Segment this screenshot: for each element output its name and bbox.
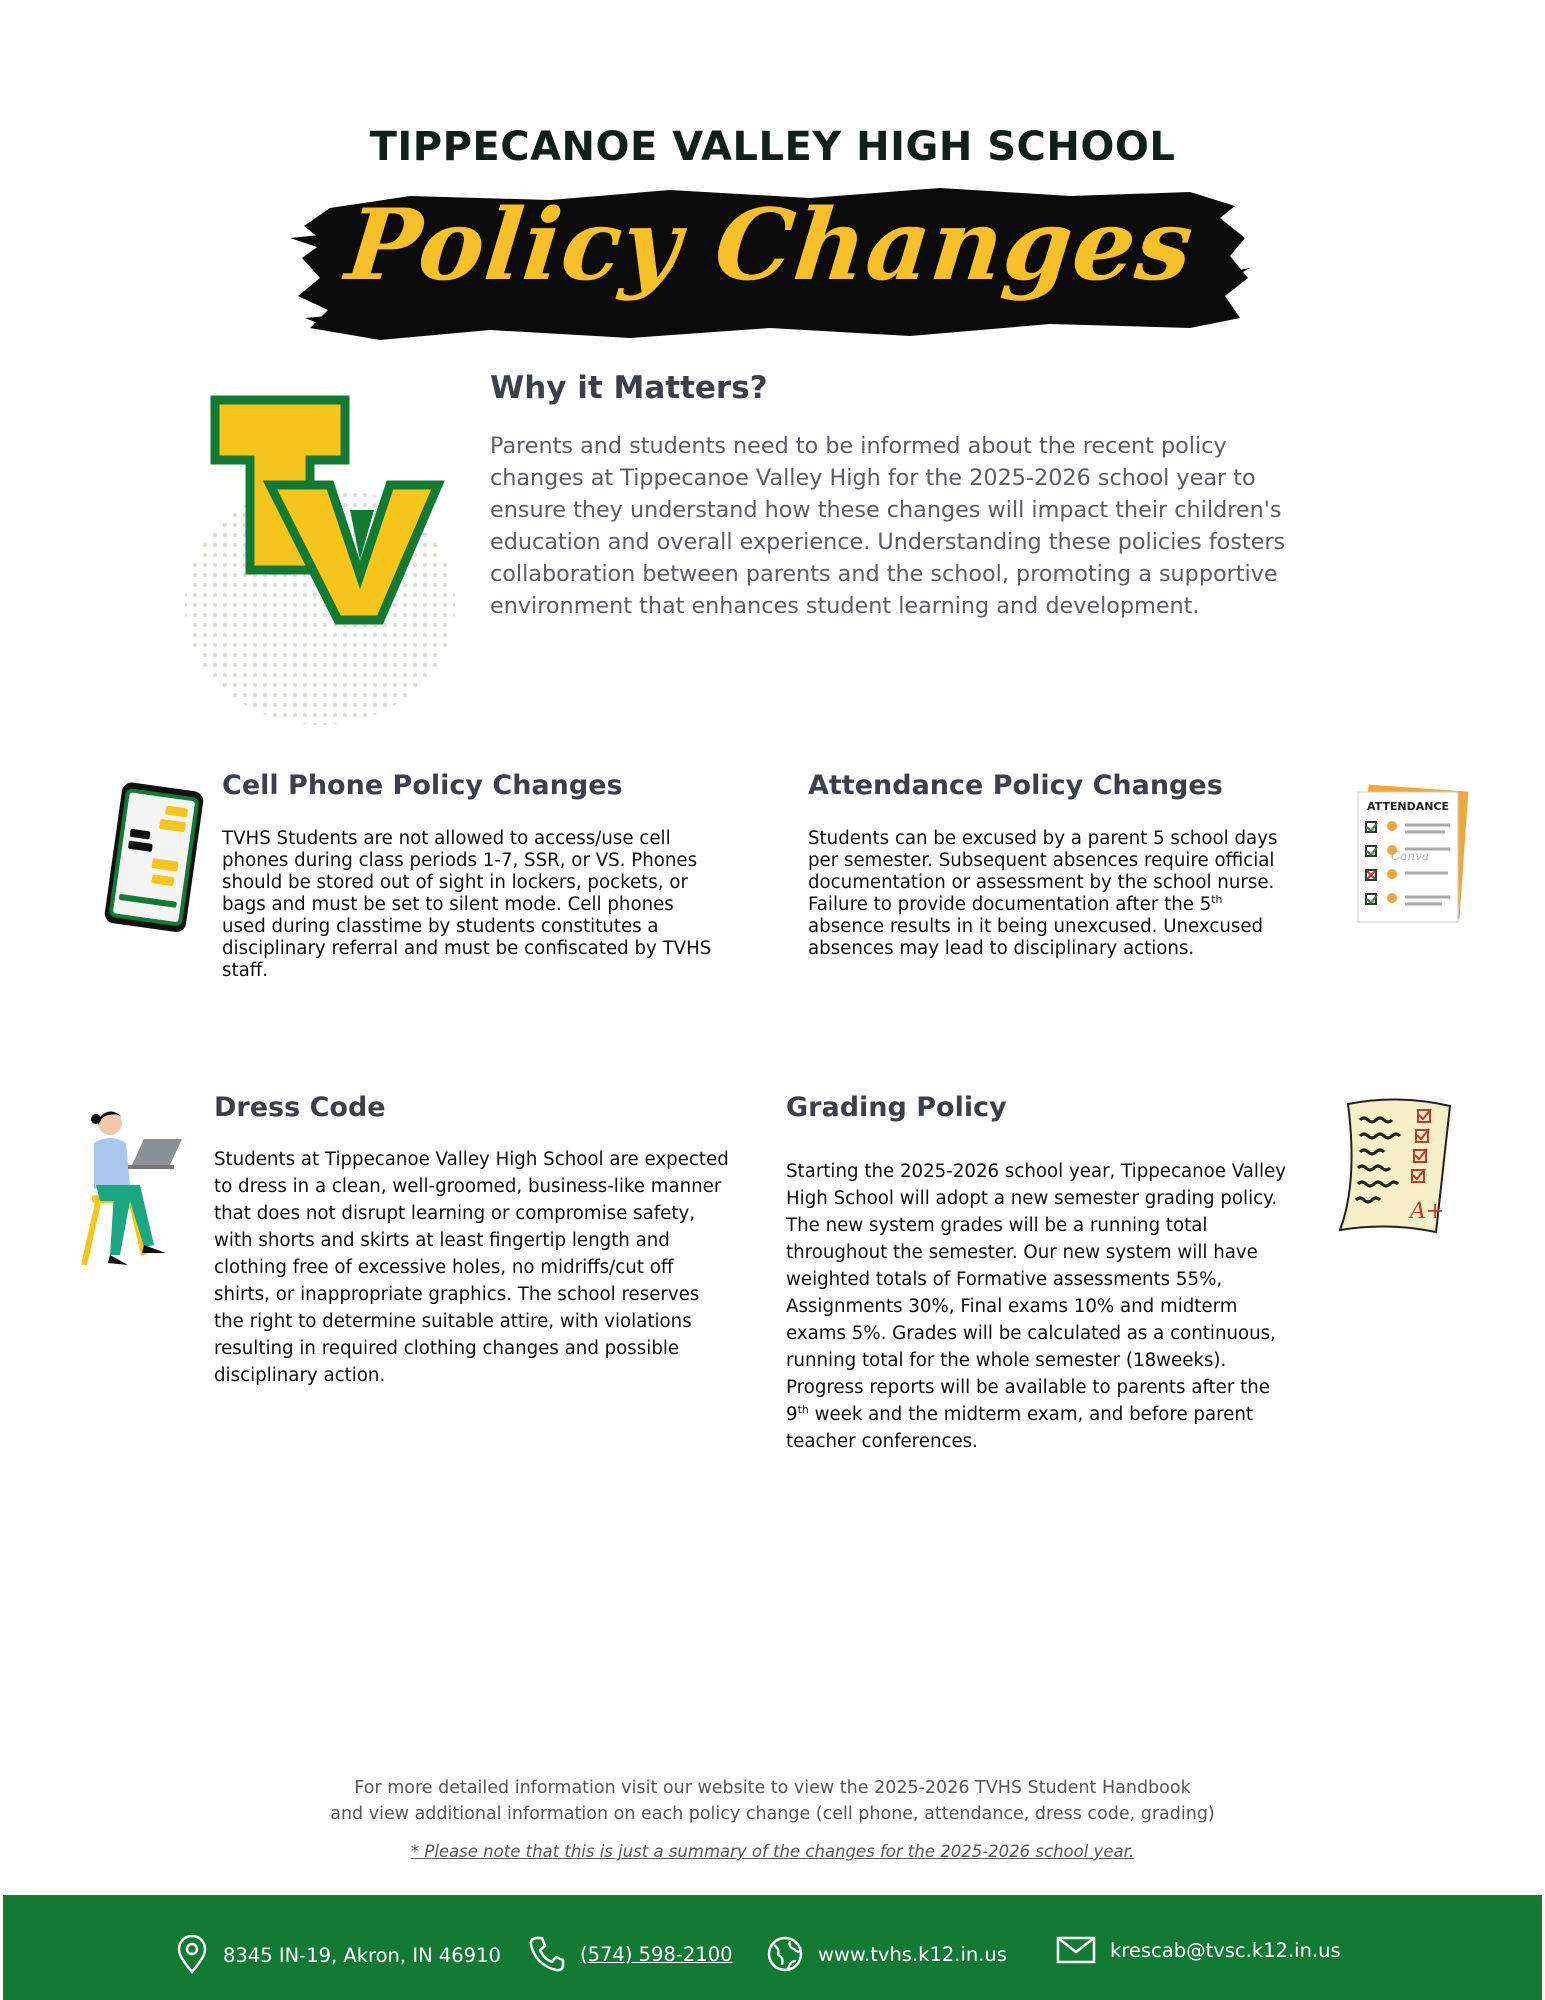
- grade-icon-mark: A+: [1410, 1199, 1445, 1224]
- phone-link[interactable]: (574) 598-2100: [580, 1942, 733, 1966]
- attendance-sheet-illustration: [1350, 780, 1470, 930]
- email-link[interactable]: krescab@tvsc.k12.in.us: [1110, 1938, 1341, 1962]
- summary-disclaimer: * Please note that this is just a summary of the changes for the 2025-2026 school year.: [410, 1842, 1135, 1861]
- attendance-icon-watermark: Canva: [1391, 849, 1429, 863]
- grading-text-part-b: week and the midterm exam, and before parent teacher conferences.: [786, 1404, 1254, 1452]
- attendance-text-part-b: absence results in it being unexcused. Unexcused absences may lead to disciplinary actions.: [808, 916, 1264, 959]
- attendance-title: Attendance Policy Changes: [808, 770, 1223, 801]
- contact-phone[interactable]: [528, 1935, 733, 1973]
- graded-paper-illustration: [1318, 1092, 1458, 1242]
- attendance-icon-label: ATTENDANCE: [1366, 800, 1450, 813]
- grading-text: [786, 1158, 1296, 1455]
- school-name: TIPPECANOE VALLEY HIGH SCHOOL: [369, 124, 1176, 170]
- dress-code-title: Dress Code: [214, 1092, 386, 1123]
- attendance-superscript: th: [1211, 892, 1223, 906]
- more-info-note: [0, 1775, 1545, 1827]
- tv-logo: [170, 390, 460, 730]
- website-link[interactable]: www.tvhs.k12.in.us: [818, 1942, 1007, 1966]
- attendance-text: [808, 828, 1278, 960]
- grading-superscript: th: [797, 1402, 809, 1416]
- globe-icon: [766, 1935, 804, 1973]
- more-info-line2: and view additional information on each policy change (cell phone, attendance, dress code, grading): [330, 1804, 1215, 1824]
- attendance-text-part-a: Students can be excused by a parent 5 school days per semester. Subsequent absences require official documentation or assessment by the school nurse. Failure to provide documentation after the 5: [808, 828, 1278, 915]
- why-title: Why it Matters?: [490, 370, 768, 406]
- cell-phone-title: Cell Phone Policy Changes: [222, 770, 623, 801]
- more-info-line1: For more detailed information visit our website to view the 2025-2026 TVHS Student Handbook: [354, 1778, 1191, 1798]
- mail-icon: [1056, 1935, 1096, 1965]
- cell-phone-text: TVHS Students are not allowed to access/use cell phones during class periods 1-7, SSR, or VS. Phones should be stored out of sight in lockers, pockets, or bags and must be set to silent mode. Cell phones used during classtime by students constitutes a disciplinary referral and must be confiscated by TVHS staff.: [222, 828, 712, 981]
- dress-code-text: Students at Tippecanoe Valley High School are expected to dress in a clean, well-groomed, business-like manner that does not disrupt learning or compromise safety, with shorts and skirts at least fingertip length and clothing free of excessive holes, no midriffs/cut off shirts, or inappropriate graphics. The school reserves the right to determine suitable attire, with violations resulting in required clothing changes and possible disciplinary action.: [214, 1149, 729, 1386]
- contact-address: [175, 1935, 501, 1975]
- grading-text-part-a: Starting the 2025-2026 school year, Tippecanoe Valley High School will adopt a new semester grading policy. The new system grades will be a running total throughout the semester. Our new system will have weighted totals of Formative assessments 55%, Assignments 30%, Final exams 10% and midterm exams 5%. Grades will be calculated as a continuous, running total for the whole semester (18weeks). Progress reports will be available to parents after the 9: [786, 1161, 1286, 1425]
- contact-website[interactable]: [766, 1935, 1007, 1973]
- banner-title: Policy Changes: [341, 188, 1199, 303]
- person-laptop-illustration: [70, 1105, 185, 1270]
- location-pin-icon: [175, 1935, 209, 1975]
- grading-title: Grading Policy: [786, 1092, 1007, 1123]
- address-text: 8345 IN-19, Akron, IN 46910: [223, 1943, 501, 1967]
- smartphone-illustration: [95, 782, 210, 932]
- contact-email[interactable]: [1056, 1935, 1341, 1965]
- phone-icon: [528, 1935, 566, 1973]
- why-text: Parents and students need to be informed about the recent policy changes at Tippecanoe Valley High for the 2025-2026 school year to ensure they understand how these changes will impact their children's education and overall experience. Understanding these policies fosters collaboration between parents and the school, promoting a supportive environment that enhances student learning and development.: [490, 433, 1286, 619]
